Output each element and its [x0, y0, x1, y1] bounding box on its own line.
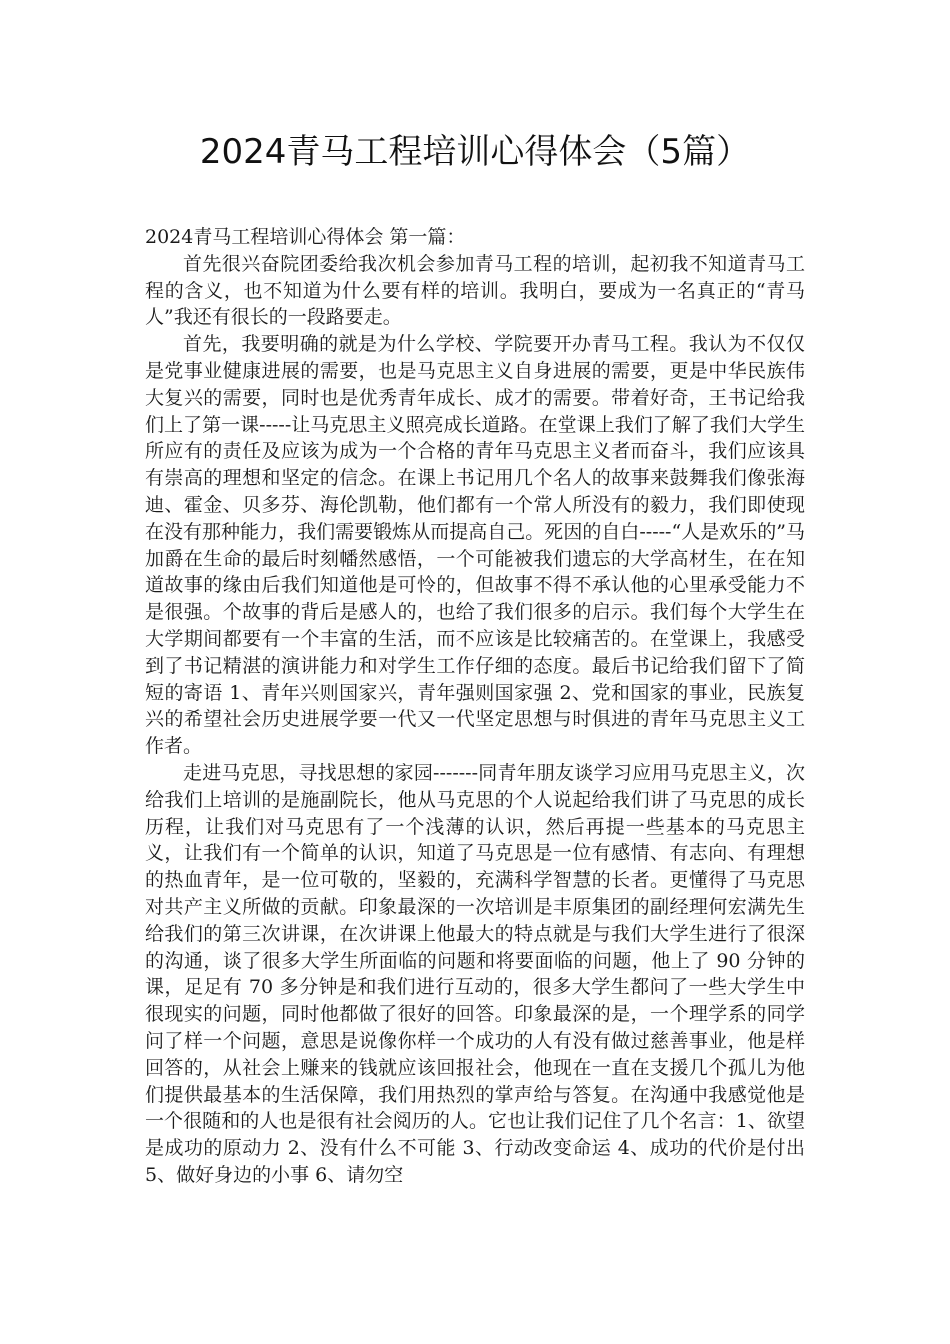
document-title: 2024青马工程培训心得体会（5篇）: [199, 132, 751, 172]
document-body: [145, 224, 805, 1189]
body-paragraph: 首先，我要明确的就是为什么学校、学院要开办青马工程。我认为不仅仅是党事业健康进展的需要，也是马克思主义自身进展的需要，更是中华民族伟大复兴的需要，同时也是优秀青年成长、成才的需要。带着好奇，王书记给我们上了第一课-----让马克思主义照亮成长道路。在堂课上我们了解了我们大学生所应有的责任及应该为成为一个合格的青年马克思主义者而奋斗，我们应该具有崇高的理想和坚定的信念。在课上书记用几个名人的故事来鼓舞我们像张海迪、霍金、贝多芬、海伦凯勒，他们都有一个常人所没有的毅力，我们即使现在没有那种能力，我们需要锻炼从而提高自己。死因的自白-----“人是欢乐的”马加爵在生命的最后时刻幡然感悟，一个可能被我们遗忘的大学高材生，在在知道故事的缘由后我们知道他是可怜的，但故事不得不承认他的心里承受能力不是很强。个故事的背后是感人的，也给了我们很多的启示。我们每个大学生在大学期间都要有一个丰富的生活，而不应该是比较痛苦的。在堂课上，我感受到了书记精湛的演讲能力和对学生工作仔细的态度。最后书记给我们留下了简短的寄语 1、青年兴则国家兴，青年强则国家强 2、党和国家的事业，民族复兴的希望社会历史进展学要一代又一代坚定思想与时俱进的青年马克思主义工作者。: [145, 333, 805, 758]
body-paragraph: 首先很兴奋院团委给我次机会参加青马工程的培训，起初我不知道青马工程的含义，也不知道为什么要有样的培训。我明白，要成为一名真正的“青马人”我还有很长的一段路要走。: [145, 252, 805, 329]
body-paragraph: 走进马克思，寻找思想的家园-------同青年朋友谈学习应用马克思主义，次给我们上培训的是施副院长，他从马克思的个人说起给我们讲了马克思的成长历程，让我们对马克思有了一个浅薄的认识，然后再提一些基本的马克思主义，让我们有一个简单的认识，知道了马克思是一位有感情、有志向、有理想的热血青年，是一位可敬的，坚毅的，充满科学智慧的长者。更懂得了马克思对共产主义所做的贡献。印象最深的一次培训是丰原集团的副经理何宏满先生给我们的第三次讲课，在次讲课上他最大的特点就是与我们大学生进行了很深的沟通，谈了很多大学生所面临的问题和将要面临的问题，他上了 90 分钟的课，足足有 70 多分钟是和我们进行互动的，很多大学生都问了一些大学生中很现实的问题，同时他都做了很好的回答。印象最深的是，一个理学系的同学问了样一个问题，意思是说像你样一个成功的人有没有做过慈善事业，他是样回答的，从社会上赚来的钱就应该回报社会，他现在一直在支援几个孤儿为他们提供最基本的生活保障，我们用热烈的掌声给与答复。在沟通中我感觉他是一个很随和的人也是很有社会阅历的人。它也让我们记住了几个名言：1、欲望是成功的原动力 2、没有什么不可能 3、行动改变命运 4、成功的代价是付出 5、做好身边的小事 6、请勿空: [145, 761, 805, 1186]
section-heading: 2024青马工程培训心得体会 第一篇：: [145, 226, 466, 248]
